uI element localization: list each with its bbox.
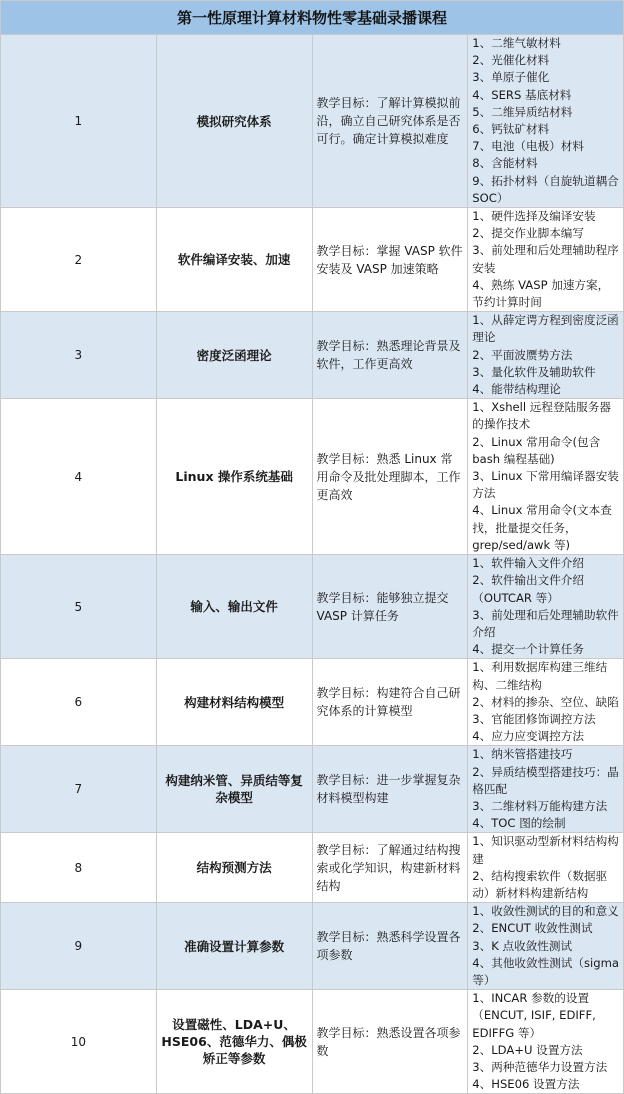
list-item: 2、材料的掺杂、空位、缺陷 [472, 694, 619, 709]
row-goal: 教学目标：熟悉设置各项参数 [312, 990, 468, 1094]
list-item: 2、软件输出文件介绍（OUTCAR 等） [472, 573, 584, 605]
row-number: 10 [1, 990, 157, 1094]
list-item: 9、拓扑材料（自旋轨道耦合 SOC） [472, 173, 619, 205]
row-goal: 教学目标：了解通过结构搜索或化学知识，构建新材料结构 [312, 833, 468, 903]
list-item: 5、二维异质结材料 [472, 104, 573, 119]
table-row [1, 833, 624, 903]
list-item: 4、Linux 常用命令(文本查找，批量提交任务，grep/sed/awk 等) [472, 503, 612, 552]
list-item: 8、含能材料 [472, 156, 538, 171]
row-goal: 教学目标：掌握 VASP 软件安装及 VASP 加速策略 [312, 208, 468, 312]
row-items [468, 746, 624, 833]
table-row [1, 312, 624, 399]
row-number: 1 [1, 35, 157, 208]
row-number: 3 [1, 312, 157, 399]
row-number: 7 [1, 746, 157, 833]
row-topic: 构建纳米管、异质结等复杂模型 [156, 746, 312, 833]
row-topic: 密度泛函理论 [156, 312, 312, 399]
list-item: 4、SERS 基底材料 [472, 87, 572, 102]
row-topic: 输入、输出文件 [156, 555, 312, 659]
page-title: 第一性原理计算材料物性零基础录播课程 [1, 1, 624, 35]
list-item: 2、ENCUT 收敛性测试 [472, 921, 593, 936]
list-item: 3、单原子催化 [472, 70, 550, 85]
list-item: 1、纳米管搭建技巧 [472, 747, 573, 762]
row-topic: 准确设置计算参数 [156, 903, 312, 990]
list-item: 3、K 点收敛性测试 [472, 938, 573, 953]
row-topic: 模拟研究体系 [156, 35, 312, 208]
list-item: 1、INCAR 参数的设置（ENCUT, ISIF, EDIFF, EDIFFG 等） [472, 991, 596, 1040]
table-row [1, 659, 624, 746]
row-number: 8 [1, 833, 157, 903]
row-items [468, 312, 624, 399]
list-item: 7、电池（电极）材料 [472, 139, 584, 154]
list-item: 4、其他收敛性测试（sigma 等） [472, 955, 619, 987]
list-item: 4、提交一个计算任务 [472, 642, 584, 657]
list-item: 3、官能团修饰调控方法 [472, 711, 596, 726]
row-number: 6 [1, 659, 157, 746]
list-item: 1、利用数据库构建三维结构、二维结构 [472, 660, 608, 692]
row-number: 5 [1, 555, 157, 659]
list-item: 3、两种范德华力设置方法 [472, 1059, 608, 1074]
table-row [1, 208, 624, 312]
row-topic: Linux 操作系统基础 [156, 399, 312, 555]
list-item: 2、光催化材料 [472, 53, 550, 68]
row-number: 2 [1, 208, 157, 312]
row-topic: 构建材料结构模型 [156, 659, 312, 746]
row-goal: 教学目标：能够独立提交 VASP 计算任务 [312, 555, 468, 659]
list-item: 2、Linux 常用命令(包含 bash 编程基础) [472, 434, 601, 466]
list-item: 3、量化软件及辅助软件 [472, 364, 596, 379]
list-item: 1、从薛定谔方程到密度泛函理论 [472, 313, 619, 345]
row-goal: 教学目标：进一步掌握复杂材料模型构建 [312, 746, 468, 833]
list-item: 2、结构搜索软件（数据驱动）新材料构建新结构 [472, 868, 608, 900]
row-goal: 教学目标：构建符合自己研究体系的计算模型 [312, 659, 468, 746]
list-item: 4、HSE06 设置方法 [472, 1077, 580, 1092]
row-topic: 软件编译安装、加速 [156, 208, 312, 312]
list-item: 2、LDA+U 设置方法 [472, 1042, 583, 1057]
row-items [468, 990, 624, 1094]
list-item: 3、前处理和后处理辅助软件介绍 [472, 607, 619, 639]
title-row [1, 1, 624, 35]
row-number: 4 [1, 399, 157, 555]
row-items [468, 903, 624, 990]
table-row [1, 555, 624, 659]
list-item: 3、Linux 下常用编译器安装方法 [472, 469, 619, 501]
row-goal: 教学目标：熟悉 Linux 常用命令及批处理脚本，工作更高效 [312, 399, 468, 555]
list-item: 3、前处理和后处理辅助程序安装 [472, 243, 619, 275]
row-number: 9 [1, 903, 157, 990]
table-row [1, 35, 624, 208]
list-item: 1、知识驱动型新材料结构构建 [472, 834, 619, 866]
row-topic: 结构预测方法 [156, 833, 312, 903]
row-goal: 教学目标：了解计算模拟前沿，确立自己研究体系是否可行。确定计算模拟难度 [312, 35, 468, 208]
row-topic: 设置磁性、LDA+U、HSE06、范德华力、偶极矫正等参数 [156, 990, 312, 1094]
list-item: 4、熟练 VASP 加速方案，节约计算时间 [472, 277, 610, 310]
list-item: 4、应力应变调控方法 [472, 729, 584, 744]
list-item: 1、二维气敏材料 [472, 36, 561, 50]
table-row [1, 399, 624, 555]
row-goal: 教学目标：熟悉科学设置各项参数 [312, 903, 468, 990]
list-item: 3、二维材料万能构建方法 [472, 798, 608, 813]
list-item: 1、硬件选择及编译安装 [472, 209, 596, 224]
row-items [468, 208, 624, 312]
list-item: 4、TOC 图的绘制 [472, 816, 566, 831]
table-row [1, 903, 624, 990]
list-item: 6、钙钛矿材料 [472, 122, 550, 137]
row-items [468, 399, 624, 555]
list-item: 1、Xshell 远程登陆服务器的操作技术 [472, 400, 611, 432]
row-items [468, 555, 624, 659]
list-item: 1、收敛性测试的目的和意义 [472, 904, 619, 919]
table-row [1, 746, 624, 833]
list-item: 4、能带结构理论 [472, 382, 561, 397]
row-goal: 教学目标：熟悉理论背景及软件，工作更高效 [312, 312, 468, 399]
row-items [468, 833, 624, 903]
list-item: 2、提交作业脚本编写 [472, 226, 584, 241]
row-items [468, 659, 624, 746]
table-row [1, 990, 624, 1094]
list-item: 2、平面波赝势方法 [472, 347, 573, 362]
row-items [468, 35, 624, 208]
list-item: 1、软件输入文件介绍 [472, 556, 584, 571]
list-item: 2、异质结模型搭建技巧：晶格匹配 [472, 764, 619, 796]
